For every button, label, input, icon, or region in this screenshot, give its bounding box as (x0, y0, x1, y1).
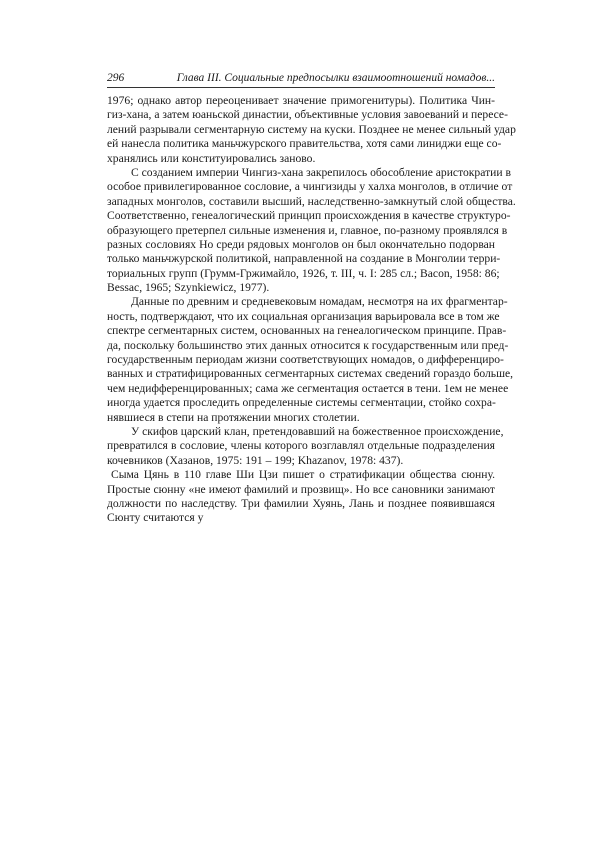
text-line: Сыма Цянь в 110 главе Ши Цзи пишет о стратификации общества сюнну. (111, 468, 495, 482)
text-line: лений разрывали сегментарную систему на куски. Позднее не менее сильный удар (107, 122, 516, 136)
running-title: Глава III. Социальные предпосылки взаимоотношений номадов... (176, 72, 495, 84)
text-line: да, поскольку большинство этих данных относится к государственным или пред- (107, 338, 509, 352)
text-line: С созданием империи Чингиз-хана закрепилось обособление аристократии в (131, 165, 511, 179)
text-line: гиз-хана, а затем юаньской династии, объективные условия завоеваний и пересе- (107, 108, 508, 122)
text-line: должности по наследству. Три фамилии Хуянь, Лань и позднее появившаяся (107, 496, 495, 510)
body-text (107, 94, 516, 526)
text-line: спектре сегментарных систем, основанных на генеалогическом принципе. Прав- (107, 324, 507, 338)
paragraph (107, 468, 495, 526)
text-line: чем недифференцированных; сама же сегментация остается в тени. 1ем не менее (107, 381, 509, 395)
text-line: превратился в сословие, члены которого возглавлял отдельные подразделения (107, 439, 495, 453)
text-line: только маньчжурской политикой, направленной на создание в Монголии терри- (107, 252, 501, 266)
text-line: образующего претерпел сильные изменения и, главное, по-разному проявлялся в (107, 223, 508, 237)
text-line: ториальных групп (Грумм-Гржимайло, 1926, т. III, ч. I: 285 сл.; Bacon, 1958: 86; (107, 266, 500, 280)
text-line: У скифов царский клан, претендовавший на божественное происхождение, (131, 424, 504, 438)
paragraph (107, 94, 516, 166)
text-line: 1976; однако автор переоценивает значение примогенитуры). Политика Чин- (107, 94, 495, 107)
page-number: 296 (107, 72, 125, 84)
text-line: Данные по древним и средневековым номадам, несмотря на их фрагментар- (131, 295, 508, 309)
text-line: Сюнту считаются у (107, 511, 204, 525)
text-line: Соответственно, генеалогический принцип происхождения в качестве структуро- (107, 209, 511, 223)
paragraph (107, 165, 516, 296)
running-header (107, 71, 495, 88)
text-line: Bessac, 1965; Szynkiewicz, 1977). (107, 281, 270, 295)
text-line: разных сословиях Но среди рядовых монголов он был окончательно подорван (107, 237, 495, 251)
text-line: иногда удается проследить определенные системы сегментации, стойко сохра- (107, 396, 496, 410)
text-line: нявшиеся в степи на протяжении многих столетии. (107, 410, 360, 424)
text-line: кочевников (Хазанов, 1975: 191 – 199; Khazanov, 1978: 437). (107, 453, 404, 467)
text-line: ность, подтверждают, что их социальная организация варьировала все в том же (107, 309, 500, 323)
text-line: особое привилегированное сословие, а чингизиды у халха монголов, в отличие от (107, 180, 513, 194)
text-line: западных монголов, составили высший, наследственно-замкнутый слой общества. (107, 194, 516, 208)
text-line: Простые сюнну «не имеют фамилий и прозвищ». Но все сановники занимают (107, 482, 495, 496)
text-line: ванных и стратифицированных сегментарных системах сведений гораздо больше, (107, 367, 514, 381)
paragraph (107, 424, 504, 468)
text-line: государственным периодам жизни соответствующих номадов, о дифференциро- (107, 353, 504, 367)
text-line: ей нанесла политика маньчжурского правительства, хотя сами линиджи еще со- (107, 137, 502, 151)
paragraph (107, 295, 514, 425)
text-line: хранялись или конституировались заново. (107, 151, 316, 165)
